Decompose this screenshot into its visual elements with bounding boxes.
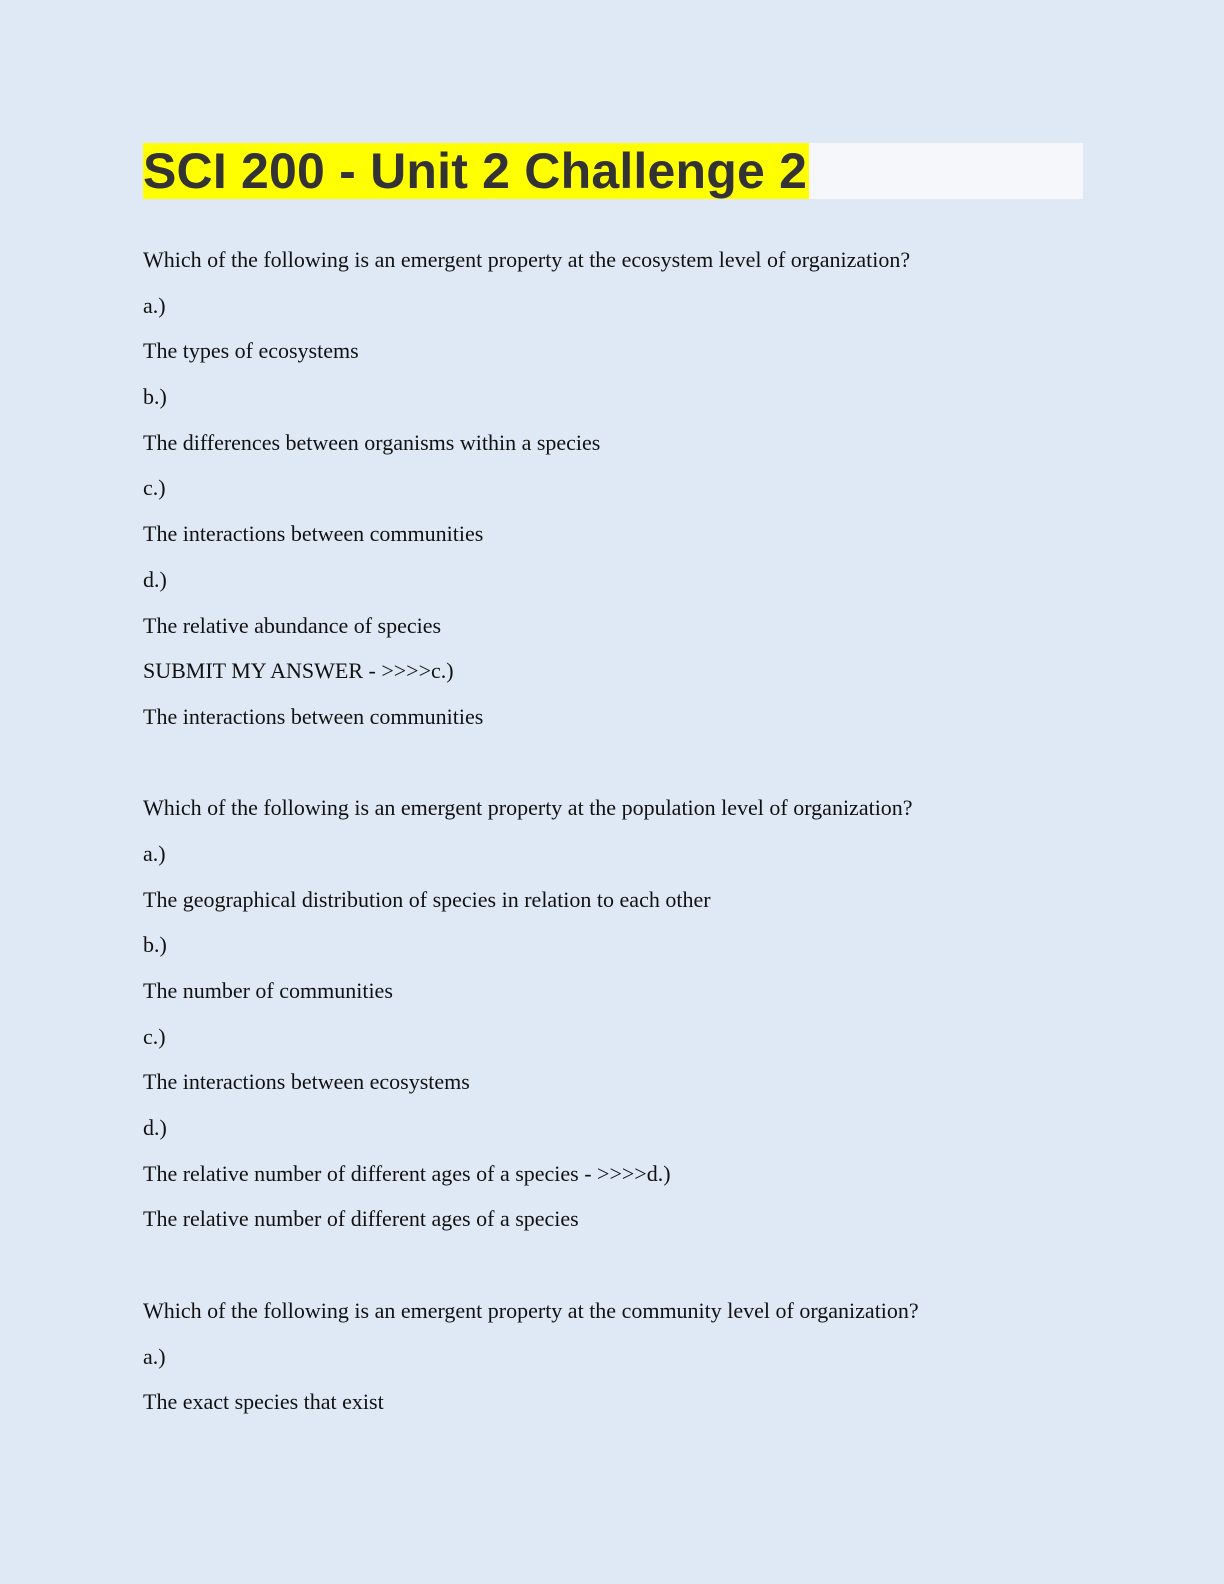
- document-body: [143, 237, 1143, 1425]
- title-bar: [143, 143, 1083, 199]
- answer-text: The interactions between communities: [143, 703, 484, 729]
- option-text: The interactions between communities: [143, 521, 484, 547]
- answer-line: SUBMIT MY ANSWER - >>>>c.): [143, 658, 454, 684]
- option-text: The exact species that exist: [143, 1389, 384, 1415]
- option-text: The relative abundance of species: [143, 612, 442, 638]
- question-text: Which of the following is an emergent property at the community level of organization?: [143, 1297, 919, 1323]
- option-letter: c.): [143, 1023, 166, 1049]
- option-letter: a.): [143, 1343, 166, 1369]
- option-letter: a.): [143, 840, 166, 866]
- option-text: The geographical distribution of species in relation to each other: [143, 886, 711, 912]
- option-text: The number of communities: [143, 978, 393, 1003]
- option-letter: d.): [143, 1115, 167, 1141]
- option-letter: b.): [143, 932, 167, 958]
- question-spacer: [143, 740, 1143, 786]
- question-text: Which of the following is an emergent property at the population level of organization?: [143, 795, 913, 821]
- option-text: The relative number of different ages of a species - >>>>d.): [143, 1160, 671, 1186]
- option-letter: c.): [143, 475, 166, 501]
- option-letter: b.): [143, 384, 167, 410]
- option-text: The differences between organisms within a species: [143, 429, 601, 455]
- option-text: The types of ecosystems: [143, 338, 359, 364]
- option-text: The interactions between ecosystems: [143, 1069, 470, 1095]
- question-spacer: [143, 1242, 1143, 1288]
- answer-text: The relative number of different ages of a species: [143, 1206, 579, 1232]
- document-title: SCI 200 - Unit 2 Challenge 2: [143, 143, 808, 199]
- question-text: Which of the following is an emergent property at the ecosystem level of organization?: [143, 247, 911, 272]
- option-letter: d.): [143, 566, 167, 592]
- option-letter: a.): [143, 292, 166, 318]
